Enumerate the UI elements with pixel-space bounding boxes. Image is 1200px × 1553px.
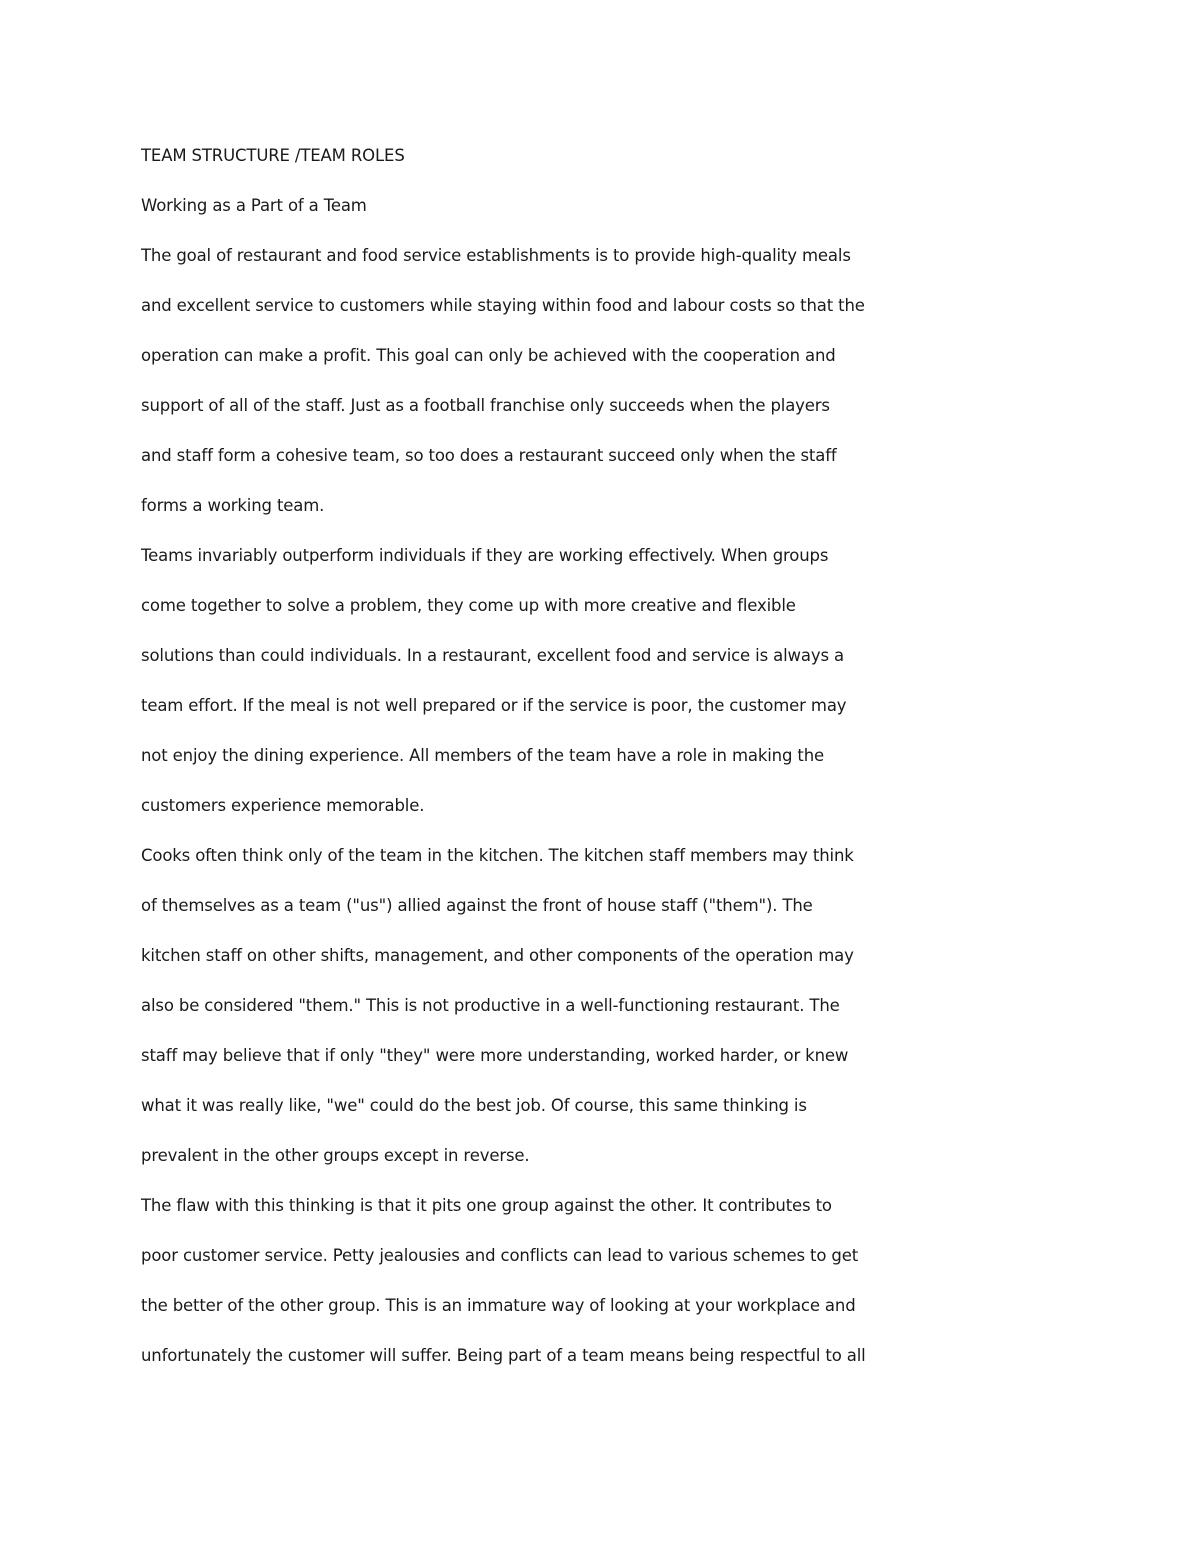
body-line-19: prevalent in the other groups except in reverse.	[141, 1146, 530, 1165]
body-line-3: operation can make a profit. This goal can only be achieved with the cooperation and	[141, 346, 836, 365]
body-line-2: and excellent service to customers while staying within food and labour costs so that the	[141, 296, 865, 315]
body-line-20: The flaw with this thinking is that it pits one group against the other. It contributes to	[141, 1196, 832, 1215]
body-line-7: Teams invariably outperform individuals if they are working effectively. When groups	[141, 546, 829, 565]
body-line-12: customers experience memorable.	[141, 796, 425, 815]
body-line-14: of themselves as a team ("us") allied against the front of house staff ("them"). The	[141, 896, 813, 915]
body-line-16: also be considered "them." This is not productive in a well-functioning restaurant. The	[141, 996, 840, 1015]
body-line-4: support of all of the staff. Just as a football franchise only succeeds when the players	[141, 396, 830, 415]
body-line-18: what it was really like, "we" could do the best job. Of course, this same thinking is	[141, 1096, 807, 1115]
body-line-22: the better of the other group. This is an immature way of looking at your workplace and	[141, 1296, 856, 1315]
body-line-21: poor customer service. Petty jealousies and conflicts can lead to various schemes to get	[141, 1246, 859, 1265]
body-line-6: forms a working team.	[141, 496, 325, 515]
document-heading: TEAM STRUCTURE /TEAM ROLES	[141, 146, 405, 165]
document-subheading: Working as a Part of a Team	[141, 196, 367, 215]
body-line-15: kitchen staff on other shifts, management, and other components of the operation may	[141, 946, 854, 965]
body-line-5: and staff form a cohesive team, so too does a restaurant succeed only when the staff	[141, 446, 837, 465]
body-line-17: staff may believe that if only "they" were more understanding, worked harder, or knew	[141, 1046, 849, 1065]
body-line-1: The goal of restaurant and food service establishments is to provide high-quality meals	[141, 246, 851, 265]
body-line-9: solutions than could individuals. In a restaurant, excellent food and service is always a	[141, 646, 844, 665]
body-line-8: come together to solve a problem, they come up with more creative and flexible	[141, 596, 796, 615]
body-line-11: not enjoy the dining experience. All members of the team have a role in making the	[141, 746, 825, 765]
body-line-23: unfortunately the customer will suffer. Being part of a team means being respectful to all	[141, 1346, 866, 1365]
body-line-13: Cooks often think only of the team in the kitchen. The kitchen staff members may think	[141, 846, 854, 865]
document-body	[141, 140, 931, 1390]
body-line-10: team effort. If the meal is not well prepared or if the service is poor, the customer may	[141, 696, 847, 715]
